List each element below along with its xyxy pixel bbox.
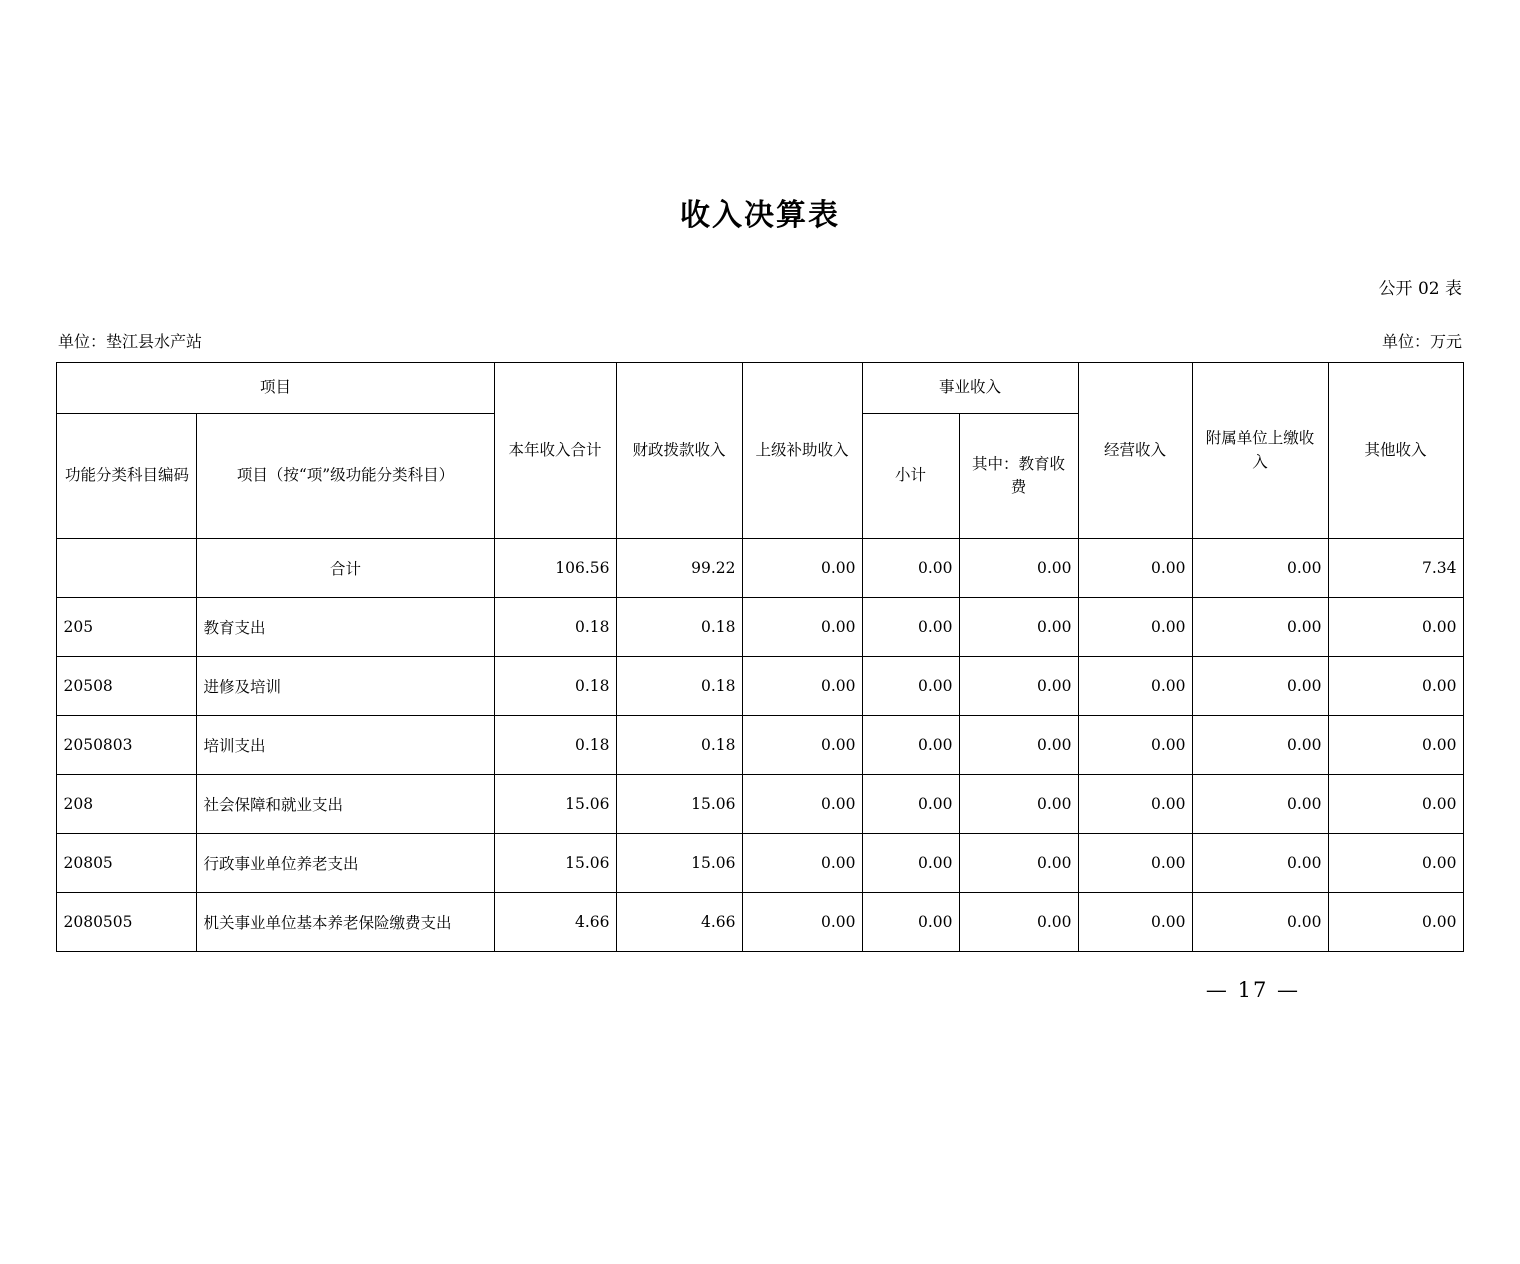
table-row	[57, 716, 1463, 775]
row-superior: 0.00	[742, 775, 862, 834]
row-fiscal: 15.06	[616, 834, 742, 893]
row-superior: 0.00	[742, 893, 862, 952]
row-other: 0.00	[1328, 893, 1463, 952]
table-row	[57, 657, 1463, 716]
row-subtotal: 0.00	[862, 716, 959, 775]
row-fiscal: 0.18	[616, 657, 742, 716]
row-affiliated: 0.00	[1192, 657, 1328, 716]
table-row	[57, 598, 1463, 657]
row-subtotal: 0.00	[862, 657, 959, 716]
row-superior: 0.00	[742, 716, 862, 775]
row-code: 2080505	[57, 893, 197, 952]
row-other: 0.00	[1328, 834, 1463, 893]
row-name: 培训支出	[197, 716, 494, 775]
unit-label: 单位：垫江县水产站	[58, 332, 203, 351]
row-subtotal: 0.00	[862, 775, 959, 834]
row-fiscal: 15.06	[616, 775, 742, 834]
header-subtotal: 小计	[862, 414, 959, 539]
row-fiscal: 4.66	[616, 893, 742, 952]
row-subtotal: 0.00	[862, 893, 959, 952]
row-operating: 0.00	[1078, 775, 1192, 834]
row-other: 0.00	[1328, 598, 1463, 657]
row-total: 15.06	[494, 834, 616, 893]
row-affiliated: 0.00	[1192, 775, 1328, 834]
row-superior: 0.00	[742, 657, 862, 716]
header-education-fee: 其中：教育收费	[959, 414, 1078, 539]
amount-unit-label: 单位：万元	[1381, 332, 1462, 351]
row-subtotal: 0.00	[862, 539, 959, 598]
revenue-final-accounts-table	[56, 362, 1463, 952]
row-operating: 0.00	[1078, 893, 1192, 952]
row-name: 教育支出	[197, 598, 494, 657]
row-operating: 0.00	[1078, 716, 1192, 775]
table-row	[57, 893, 1463, 952]
page-footer	[0, 952, 1520, 1002]
row-total: 0.18	[494, 716, 616, 775]
header-other-income: 其他收入	[1328, 363, 1463, 539]
row-other: 7.34	[1328, 539, 1463, 598]
row-edu-fee: 0.00	[959, 775, 1078, 834]
header-project-name: 项目（按“项”级功能分类科目）	[197, 414, 494, 539]
document-page	[0, 190, 1520, 1264]
row-fiscal: 0.18	[616, 598, 742, 657]
table-row	[57, 834, 1463, 893]
row-affiliated: 0.00	[1192, 834, 1328, 893]
row-subtotal: 0.00	[862, 834, 959, 893]
row-affiliated: 0.00	[1192, 716, 1328, 775]
row-superior: 0.00	[742, 598, 862, 657]
row-edu-fee: 0.00	[959, 716, 1078, 775]
row-edu-fee: 0.00	[959, 598, 1078, 657]
table-row	[57, 539, 1463, 598]
row-edu-fee: 0.00	[959, 657, 1078, 716]
row-code: 205	[57, 598, 197, 657]
row-affiliated: 0.00	[1192, 598, 1328, 657]
page-title: 收入决算表	[680, 198, 840, 233]
row-affiliated: 0.00	[1192, 539, 1328, 598]
row-operating: 0.00	[1078, 657, 1192, 716]
row-name: 行政事业单位养老支出	[197, 834, 494, 893]
row-total: 4.66	[494, 893, 616, 952]
row-edu-fee: 0.00	[959, 834, 1078, 893]
row-other: 0.00	[1328, 657, 1463, 716]
header-superior-subsidy: 上级补助收入	[742, 363, 862, 539]
row-total: 15.06	[494, 775, 616, 834]
row-subtotal: 0.00	[862, 598, 959, 657]
row-fiscal: 0.18	[616, 716, 742, 775]
header-total-this-year: 本年收入合计	[494, 363, 616, 539]
table-body	[57, 539, 1463, 952]
row-affiliated: 0.00	[1192, 893, 1328, 952]
meta-row	[0, 329, 1520, 352]
row-fiscal: 99.22	[616, 539, 742, 598]
row-code: 208	[57, 775, 197, 834]
row-total: 106.56	[494, 539, 616, 598]
row-edu-fee: 0.00	[959, 539, 1078, 598]
row-operating: 0.00	[1078, 598, 1192, 657]
row-name: 进修及培训	[197, 657, 494, 716]
header-fiscal-appropriation: 财政拨款收入	[616, 363, 742, 539]
row-edu-fee: 0.00	[959, 893, 1078, 952]
row-total: 0.18	[494, 657, 616, 716]
row-operating: 0.00	[1078, 539, 1192, 598]
row-code: 20805	[57, 834, 197, 893]
table-header-row-group	[57, 363, 1463, 414]
row-superior: 0.00	[742, 539, 862, 598]
row-name: 社会保障和就业支出	[197, 775, 494, 834]
row-name: 合计	[197, 539, 494, 598]
row-code	[57, 539, 197, 598]
header-item-group: 项目	[57, 363, 494, 414]
row-total: 0.18	[494, 598, 616, 657]
page-number: — 17 —	[1205, 978, 1300, 1002]
row-superior: 0.00	[742, 834, 862, 893]
table-row	[57, 775, 1463, 834]
row-other: 0.00	[1328, 716, 1463, 775]
header-business-income-group: 事业收入	[862, 363, 1078, 414]
row-operating: 0.00	[1078, 834, 1192, 893]
row-name: 机关事业单位基本养老保险缴费支出	[197, 893, 494, 952]
row-other: 0.00	[1328, 775, 1463, 834]
header-operating-income: 经营收入	[1078, 363, 1192, 539]
header-function-code: 功能分类科目编码	[57, 414, 197, 539]
row-code: 20508	[57, 657, 197, 716]
header-affiliated-remittance: 附属单位上缴收入	[1192, 363, 1328, 539]
row-code: 2050803	[57, 716, 197, 775]
form-code-label: 公开 02 表	[1378, 279, 1462, 299]
